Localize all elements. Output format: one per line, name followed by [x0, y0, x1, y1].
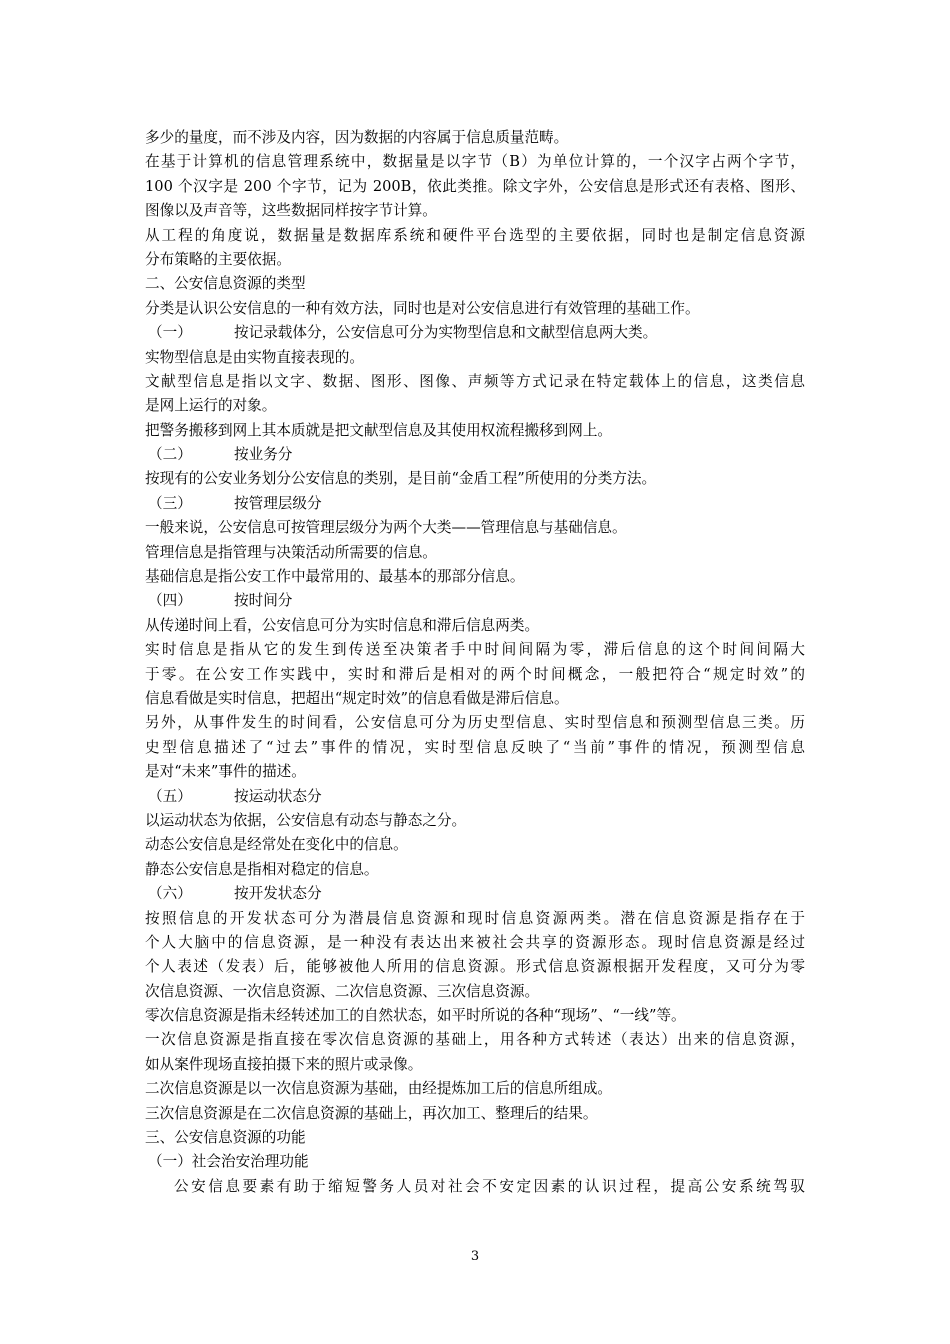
text-line: 史型信息描述了“过去”事件的情况，实时型信息反映了“当前”事件的情况，预测型信息 — [145, 738, 805, 756]
text-line: 在基于计算机的信息管理系统中，数据量是以字节（B）为单位计算的，一个汉字占两个字节， — [145, 153, 805, 171]
page-number: 3 — [470, 1249, 480, 1264]
subheading-number: （六） — [148, 885, 192, 903]
text-line: 零次信息资源是指未经转述加工的自然状态，如平时所说的各种“现场”、“一线”等。 — [145, 1007, 686, 1025]
text-line: 动态公安信息是经常处在变化中的信息。 — [145, 836, 408, 854]
text-line: 如从案件现场直接拍摄下来的照片或录像。 — [145, 1055, 423, 1073]
text-line: 按照信息的开发状态可分为潜晨信息资源和现时信息资源两类。潜在信息资源是指存在于 — [145, 909, 805, 927]
subheading-text: 按管理层级分 — [234, 494, 322, 512]
text-line: 另外，从事件发生的时间看，公安信息可分为历史型信息、实时型信息和预测型信息三类。历 — [145, 714, 805, 732]
text-line: 基础信息是指公安工作中最常用的、最基本的那部分信息。 — [145, 568, 525, 586]
text-line: 一次信息资源是指直接在零次信息资源的基础上，用各种方式转述（表达）出来的信息资源， — [145, 1031, 805, 1049]
subheading — [145, 589, 805, 613]
subheading-text: 按运动状态分 — [234, 787, 322, 805]
text-line: 是对“未来”事件的描述。 — [145, 763, 306, 781]
text-line: 静态公安信息是指相对稳定的信息。 — [145, 860, 379, 878]
subheading-text: 按业务分 — [234, 446, 293, 464]
text-line: 从传递时间上看，公安信息可分为实时信息和滞后信息两类。 — [145, 616, 540, 634]
text-line: 文献型信息是指以文字、数据、图形、图像、声频等方式记录在特定载体上的信息，这类信息 — [145, 372, 805, 390]
subheading-number: （五） — [148, 787, 192, 805]
text-line: 多少的量度，而不涉及内容，因为数据的内容属于信息质量范畴。 — [145, 129, 569, 146]
subheading — [145, 321, 805, 345]
text-line: 信息看做是实时信息，把超出“规定时效”的信息看做是滞后信息。 — [145, 689, 569, 707]
subheading-text: 按记录载体分，公安信息可分为实物型信息和文献型信息两大类。 — [234, 324, 658, 342]
section-heading: 二、公安信息资源的类型 — [145, 275, 306, 293]
text-line: 次信息资源、一次信息资源、二次信息资源、三次信息资源。 — [145, 982, 540, 1000]
body-text — [145, 126, 805, 1199]
text-line: 是网上运行的对象。 — [145, 397, 277, 415]
subheading-text: 按时间分 — [234, 592, 293, 610]
subheading — [145, 785, 805, 809]
text-line: 公安信息要素有助于缩短警务人员对社会不安定因素的认识过程，提高公安系统驾驭 — [174, 1177, 805, 1195]
text-line: 从工程的角度说，数据量是数据库系统和硬件平台选型的主要依据，同时也是制定信息资源 — [145, 226, 805, 244]
subheading: （一）社会治安治理功能 — [148, 1153, 309, 1171]
text-line: 把警务搬移到网上其本质就是把文献型信息及其使用权流程搬移到网上。 — [145, 421, 613, 439]
subheading — [145, 882, 805, 906]
subheading-text: 按开发状态分 — [234, 885, 322, 903]
subheading — [145, 443, 805, 467]
text-line: 一般来说，公安信息可按管理层级分为两个大类——管理信息与基础信息。 — [145, 519, 627, 537]
text-line: 个人大脑中的信息资源，是一种没有表达出来被社会共享的资源形态。现时信息资源是经过 — [145, 933, 805, 951]
text-line: 100 个汉字是 200 个字节，记为 200B，依此类推。除文字外，公安信息是形式还有表格、图形、 — [145, 177, 805, 195]
text-line: 分布策略的主要依据。 — [145, 250, 291, 268]
text-line: 个人表述（发表）后，能够被他人所用的信息资源。形式信息资源根据开发程度，又可分为零 — [145, 958, 805, 976]
subheading-number: （三） — [148, 494, 192, 512]
text-line: 实时信息是指从它的发生到传送至决策者手中时间间隔为零，滞后信息的这个时间间隔大 — [145, 641, 805, 659]
subheading-number: （二） — [148, 446, 192, 464]
text-line: 于零。在公安工作实践中，实时和滞后是相对的两个时间概念，一般把符合“规定时效”的 — [145, 665, 805, 683]
text-line: 以运动状态为依据，公安信息有动态与静态之分。 — [145, 811, 467, 829]
text-line: 三次信息资源是在二次信息资源的基础上，再次加工、整理后的结果。 — [145, 1104, 598, 1122]
text-line: 按现有的公安业务划分公安信息的类别，是目前“金盾工程”所使用的分类方法。 — [145, 470, 657, 488]
subheading-number: （四） — [148, 592, 192, 610]
text-line: 分类是认识公安信息的一种有效方法，同时也是对公安信息进行有效管理的基础工作。 — [145, 299, 700, 317]
section-heading: 三、公安信息资源的功能 — [145, 1129, 306, 1147]
text-line: 图像以及声音等，这些数据同样按字节计算。 — [145, 202, 437, 220]
text-line: 管理信息是指管理与决策活动所需要的信息。 — [145, 543, 437, 561]
text-line: 二次信息资源是以一次信息资源为基础，由经提炼加工后的信息所组成。 — [145, 1080, 613, 1098]
text-line: 实物型信息是由实物直接表现的。 — [145, 348, 364, 366]
subheading-number: （一） — [148, 324, 192, 342]
subheading — [145, 492, 805, 516]
